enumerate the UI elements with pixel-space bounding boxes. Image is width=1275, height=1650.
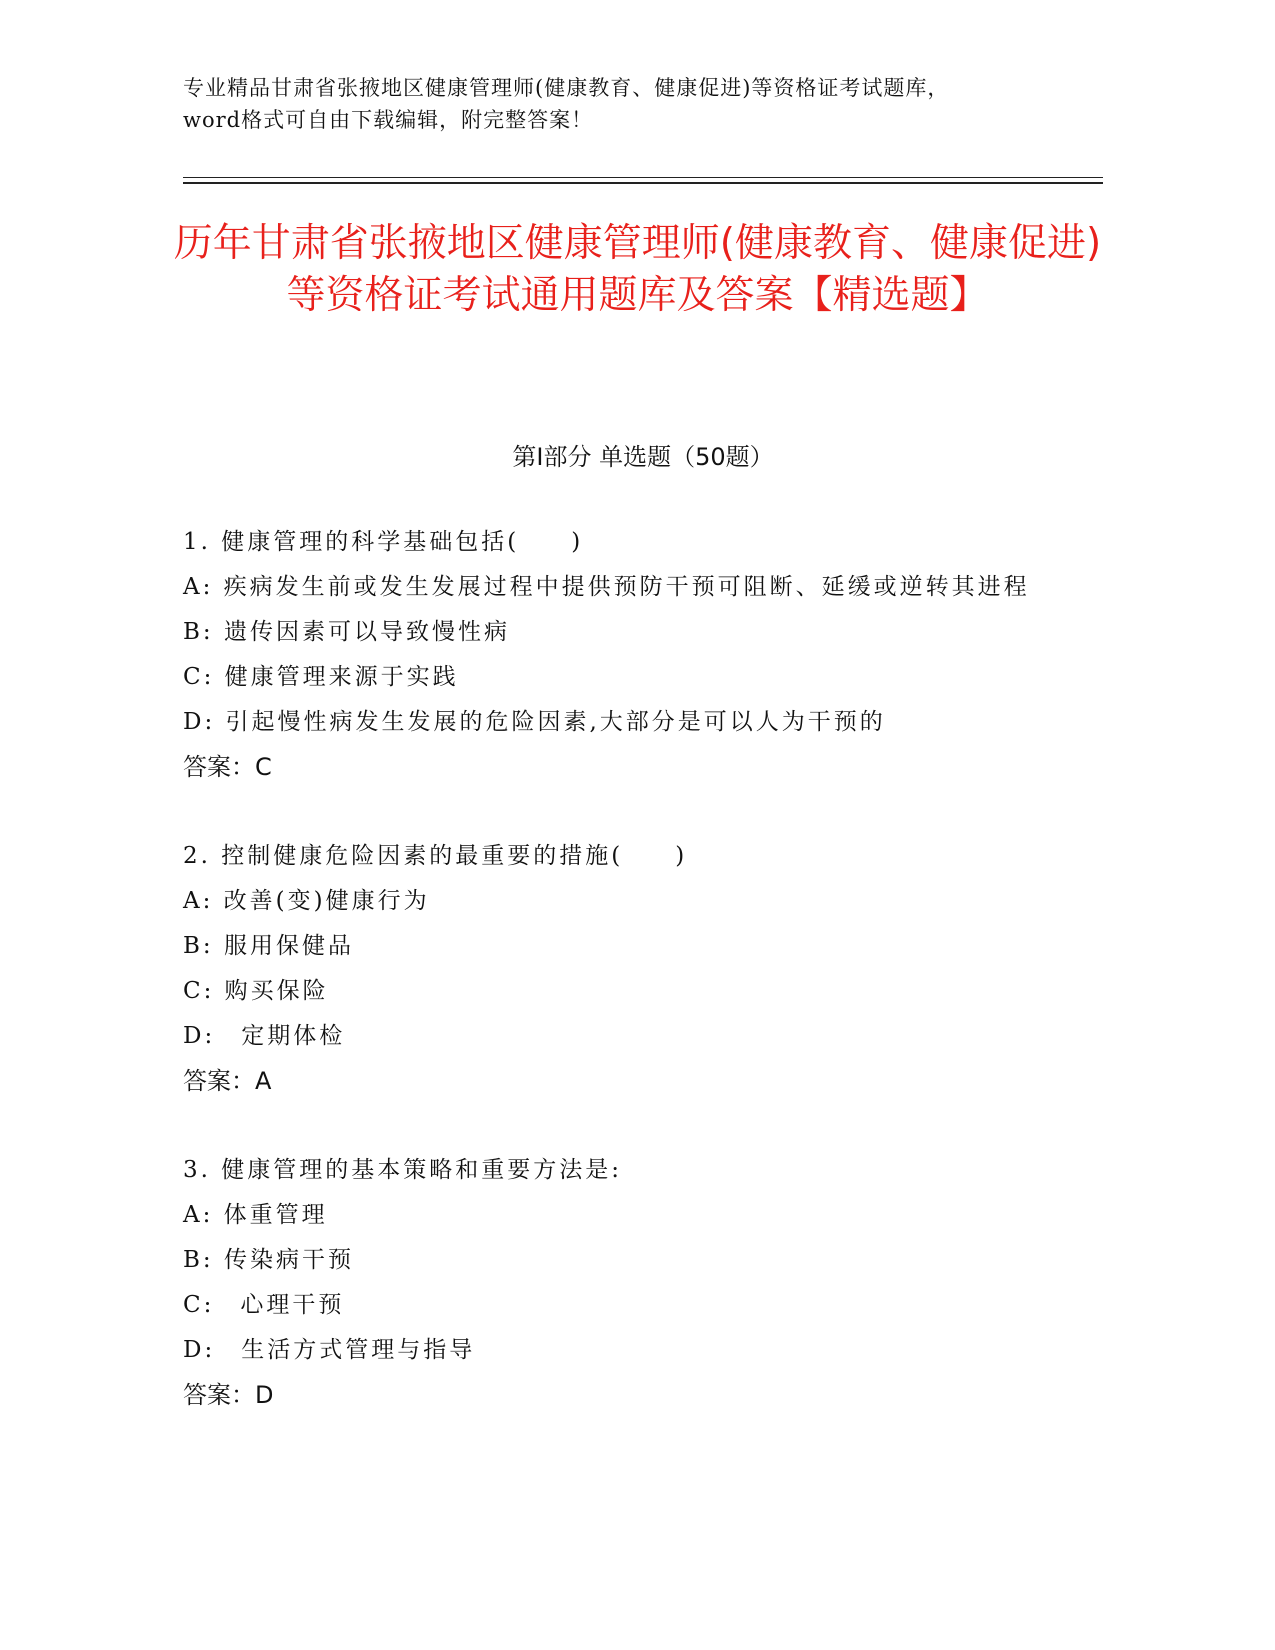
header-line-1: 专业精品甘肃省张掖地区健康管理师(健康教育、健康促进)等资格证考试题库， xyxy=(183,76,950,100)
header-divider-thin xyxy=(183,177,1103,178)
option-c: C: 健康管理来源于实践 xyxy=(183,664,459,690)
question-item xyxy=(183,834,1063,1104)
question-item xyxy=(183,1148,1063,1418)
option-b: B: 服用保健品 xyxy=(183,933,354,959)
answer-line: 答案：A xyxy=(183,1067,272,1095)
option-a: A: 改善(变)健康行为 xyxy=(183,888,430,914)
header-line-2: word格式可自由下载编辑，附完整答案！ xyxy=(183,108,594,132)
option-d: D: 定期体检 xyxy=(183,1023,346,1049)
answer-line: 答案：D xyxy=(183,1381,274,1409)
option-b: B: 遗传因素可以导致慢性病 xyxy=(183,619,510,645)
question-list xyxy=(183,520,1063,1462)
document-header xyxy=(183,72,1083,136)
option-a: A: 体重管理 xyxy=(183,1202,328,1228)
question-item xyxy=(183,520,1063,790)
answer-line: 答案：C xyxy=(183,753,272,781)
question-stem: 1. 健康管理的科学基础包括( ) xyxy=(183,529,584,555)
option-a: A: 疾病发生前或发生发展过程中提供预防干预可阻断、延缓或逆转其进程 xyxy=(183,574,1030,600)
option-d: D: 引起慢性病发生发展的危险因素,大部分是可以人为干预的 xyxy=(183,709,886,735)
option-d: D: 生活方式管理与指导 xyxy=(183,1337,476,1363)
document-title: 历年甘肃省张掖地区健康管理师(健康教育、健康促进)等资格证考试通用题库及答案【精选题】 xyxy=(173,221,1102,318)
header-divider-thick xyxy=(183,182,1103,184)
option-b: B: 传染病干预 xyxy=(183,1247,354,1273)
question-stem: 2. 控制健康危险因素的最重要的措施( ) xyxy=(183,843,688,869)
option-c: C: 心理干预 xyxy=(183,1292,345,1318)
section-heading: 第Ⅰ部分 单选题（50题） xyxy=(512,443,774,471)
question-stem: 3. 健康管理的基本策略和重要方法是: xyxy=(183,1157,623,1183)
option-c: C: 购买保险 xyxy=(183,978,329,1004)
